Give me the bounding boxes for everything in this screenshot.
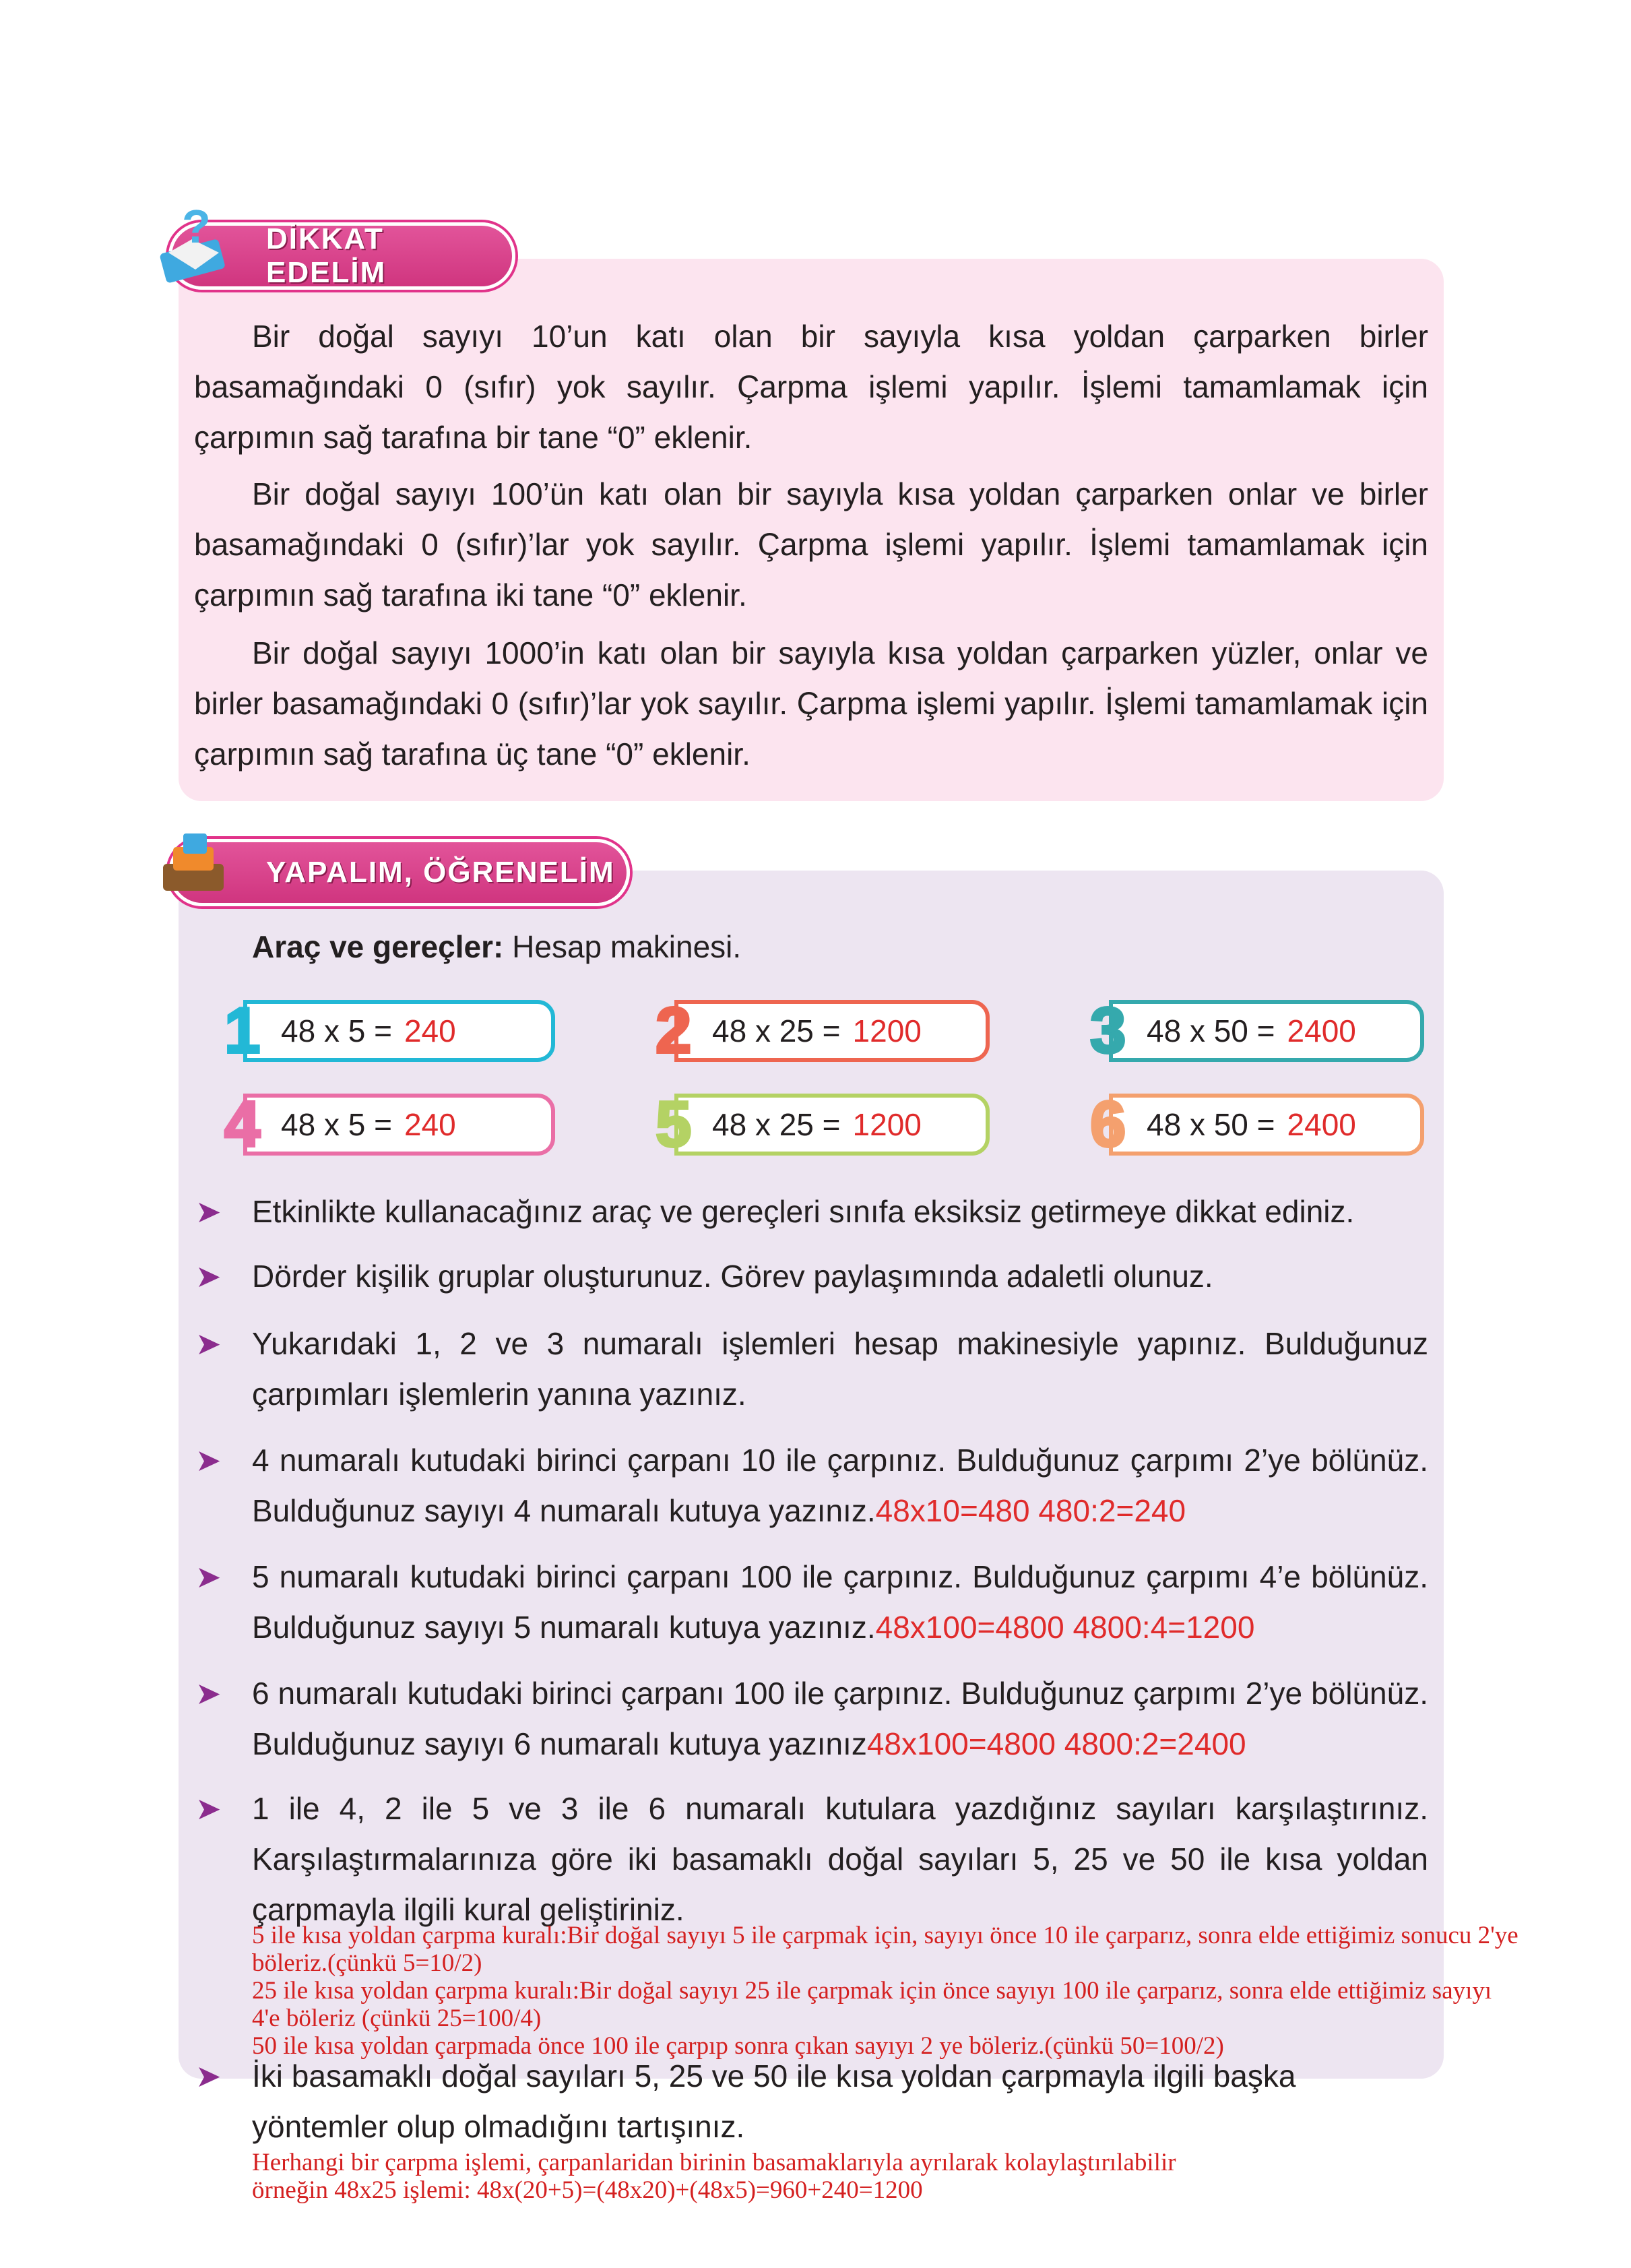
bullet-item [252, 1251, 1428, 1302]
calc-box-6[interactable] [1090, 1088, 1424, 1160]
calc-box-2[interactable] [655, 995, 990, 1067]
bullet-text: 5 numaralı kutudaki birinci çarpanı 100 ile çarpınız. Bulduğunuz çarpımı 4’e bölünüz. Bulduğunuz sayıyı 5 numaralı kutuya yazınız. [252, 1559, 1428, 1645]
bullet-arrow-icon: ➤ [195, 1259, 222, 1294]
rule-note-50: 50 ile kısa yoldan çarpmada önce 100 ile çarpıp sonra çıkan sayıyı 2 ye böleriz.(çünkü 50=100/2) [252, 2032, 1224, 2060]
bullet-item [252, 1187, 1428, 1237]
bullet-item [252, 1552, 1428, 1653]
box-number: 1 [224, 995, 261, 1067]
box-answer: 2400 [1287, 1013, 1356, 1048]
calc-box-1[interactable] [224, 995, 555, 1067]
box-expression: 48 x 50 = [1147, 1107, 1275, 1142]
bullet-text: İki basamaklı doğal sayıları 5, 25 ve 50 ile kısa yoldan çarpmayla ilgili başka yöntemler olup olmadığını tartışınız. [252, 2058, 1296, 2144]
method-note-1: Herhangi bir çarpma işlemi, çarpanlaridan birinin basamaklarıyla ayrılarak kolaylaştırılabilir [252, 2149, 1176, 2176]
box-number: 5 [655, 1088, 692, 1160]
rules-notes [252, 1922, 1518, 2060]
bullet-arrow-icon: ➤ [195, 1791, 222, 1826]
box-number: 4 [224, 1088, 261, 1160]
bullet-answer: 48x100=4800 4800:2=2400 [866, 1726, 1246, 1761]
rule-note-25: 25 ile kısa yoldan çarpma kuralı:Bir doğal sayıyı 25 ile çarpmak için önce sayıyı 100 ile çarparız, sonra elde ettiğimiz sayıyı 4'e böleriz (çünkü 25=100/4) [252, 1977, 1492, 2032]
bullet-text: Dörder kişilik gruplar oluşturunuz. Görev paylaşımında adaletli olunuz. [252, 1259, 1213, 1294]
rule-note-5: 5 ile kısa yoldan çarpma kuralı:Bir doğal sayıyı 5 ile çarpmak için, sayıyı önce 10 ile çarparız, sonra elde ettiğimiz sonucu 2'ye böleriz.(çünkü 5=10/2) [252, 1922, 1518, 1977]
box-expression: 48 x 25 = [712, 1013, 841, 1048]
methods-notes [252, 2149, 1518, 2204]
box-expression: 48 x 50 = [1147, 1013, 1275, 1048]
bullet-item [252, 1319, 1428, 1420]
box-answer: 2400 [1287, 1107, 1356, 1142]
calc-box-3[interactable] [1090, 995, 1424, 1067]
box-answer: 1200 [852, 1013, 922, 1048]
question-book-icon [155, 206, 229, 286]
books-icon [156, 823, 230, 904]
bullet-arrow-icon: ➤ [195, 1194, 222, 1229]
box-answer: 240 [404, 1107, 456, 1142]
box-answer: 1200 [852, 1107, 922, 1142]
bullet-item [252, 2051, 1397, 2152]
dikkat-paragraph-1: Bir doğal sayıyı 10’un katı olan bir sayıyla kısa yoldan çarparken birler basamağındaki 0 (sıfır) yok sayılır. Çarpma işlemi yapılır. İşlemi tamamlamak için çarpımın sağ tarafına bir tane “0” eklenir. [194, 319, 1428, 455]
method-note-2: örneğin 48x25 işlemi: 48x(20+5)=(48x20)+(48x5)=960+240=1200 [252, 2176, 923, 2204]
tools-line [252, 922, 741, 972]
bullet-arrow-icon: ➤ [195, 1443, 222, 1478]
yapalim-title: YAPALIM, ÖĞRENELİM [266, 856, 615, 889]
dikkat-paragraph-2: Bir doğal sayıyı 100’ün katı olan bir sayıyla kısa yoldan çarparken onlar ve birler basamağındaki 0 (sıfır)’lar yok sayılır. Çarpma işlemi yapılır. İşlemi tamamlamak için çarpımın sağ tarafına iki tane “0” eklenir. [194, 476, 1428, 612]
svg-text:?: ? [182, 206, 211, 253]
box-number: 6 [1090, 1088, 1126, 1160]
bullet-arrow-icon: ➤ [195, 2058, 222, 2093]
bullet-item [252, 1435, 1428, 1536]
bullet-text: Yukarıdaki 1, 2 ve 3 numaralı işlemleri hesap makinesiyle yapınız. Bulduğunuz çarpımları işlemlerin yanına yazınız. [252, 1326, 1428, 1412]
box-expression: 48 x 5 = [281, 1107, 392, 1142]
bullet-text: 4 numaralı kutudaki birinci çarpanı 10 ile çarpınız. Bulduğunuz çarpımı 2’ye bölünüz. Bulduğunuz sayıyı 4 numaralı kutuya yazınız. [252, 1443, 1428, 1528]
bullet-answer: 48x10=480 480:2=240 [875, 1493, 1186, 1528]
calc-box-5[interactable] [655, 1088, 990, 1160]
box-number: 3 [1090, 995, 1126, 1067]
bullet-item [252, 1668, 1428, 1769]
box-expression: 48 x 25 = [712, 1107, 841, 1142]
dikkat-title: DİKKAT EDELİM [266, 222, 387, 289]
bullet-text: Etkinlikte kullanacağınız araç ve gereçleri sınıfa eksiksiz getirmeye dikkat ediniz. [252, 1194, 1355, 1229]
box-number: 2 [655, 995, 692, 1067]
bullet-arrow-icon: ➤ [195, 1326, 222, 1361]
bullet-arrow-icon: ➤ [195, 1676, 222, 1711]
tools-label: Araç ve gereçler: [252, 929, 504, 964]
calc-box-4[interactable] [224, 1088, 555, 1160]
bullet-item [252, 1784, 1428, 1935]
bullet-text: 1 ile 4, 2 ile 5 ve 3 ile 6 numaralı kutulara yazdığınız sayıları karşılaştırınız. Karşılaştırmalarınıza göre iki basamaklı doğal sayıları 5, 25 ve 50 ile kısa yoldan çarpmayla ilgili kural geliştiriniz. [252, 1791, 1428, 1927]
bullet-text: 6 numaralı kutudaki birinci çarpanı 100 ile çarpınız. Bulduğunuz çarpımı 2’ye bölünüz. Bulduğunuz sayıyı 6 numaralı kutuya yazınız [252, 1676, 1428, 1761]
dikkat-paragraph-3: Bir doğal sayıyı 1000’in katı olan bir sayıyla kısa yoldan çarparken yüzler, onlar ve birler basamağındaki 0 (sıfır)’lar yok sayılır. Çarpma işlemi yapılır. İşlemi tamamlamak için çarpımın sağ tarafına üç tane “0” eklenir. [194, 635, 1428, 771]
bullet-arrow-icon: ➤ [195, 1559, 222, 1594]
box-answer: 240 [404, 1013, 456, 1048]
tools-value: Hesap makinesi. [503, 929, 742, 964]
bullet-answer: 48x100=4800 4800:4=1200 [875, 1610, 1255, 1645]
yapalim-banner [168, 839, 630, 906]
box-expression: 48 x 5 = [281, 1013, 392, 1048]
